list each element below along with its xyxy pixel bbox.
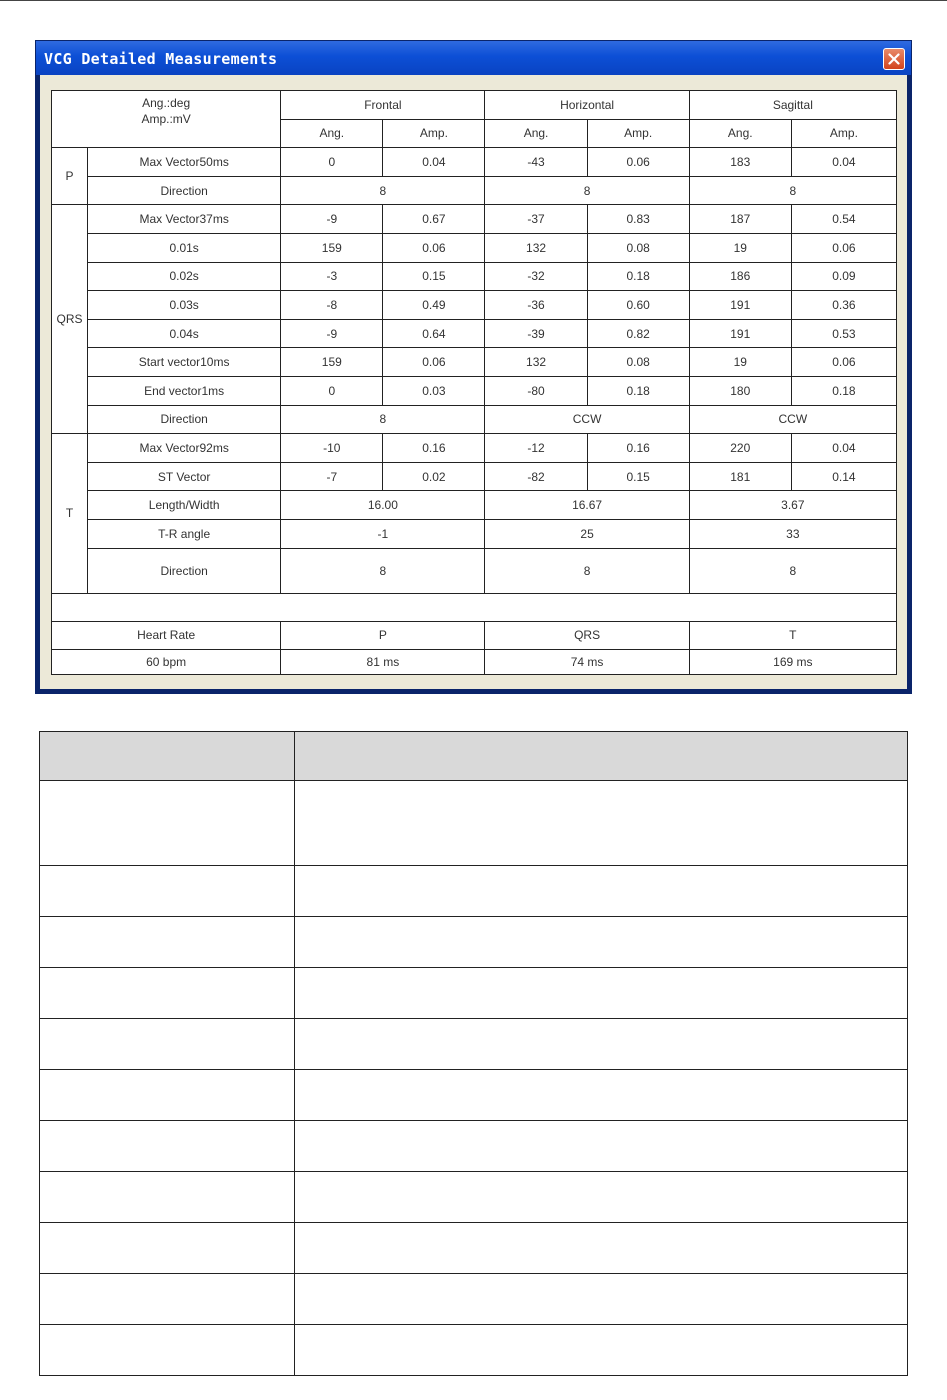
value-cell: 0.15 — [587, 462, 689, 491]
table-row — [52, 434, 897, 463]
close-icon — [888, 53, 900, 65]
table-row — [52, 348, 897, 377]
value-cell: 8 — [485, 548, 689, 593]
table-row — [52, 176, 897, 205]
empty-cell — [40, 968, 295, 1019]
value-cell: 3.67 — [689, 491, 896, 520]
value-cell: 220 — [689, 434, 791, 463]
value-cell: 33 — [689, 519, 896, 548]
value-cell: 0.54 — [791, 205, 896, 234]
window-client-area — [40, 75, 907, 689]
value-cell: -7 — [281, 462, 383, 491]
value-cell: 0.06 — [587, 148, 689, 177]
table-row — [52, 405, 897, 434]
value-cell: 16.00 — [281, 491, 485, 520]
row-label: Start vector10ms — [88, 348, 281, 377]
blank-table-row — [40, 1325, 908, 1376]
empty-cell — [40, 1070, 295, 1121]
value-cell: 180 — [689, 376, 791, 405]
blank-table-header — [40, 732, 908, 781]
blank-table-row — [40, 866, 908, 917]
blank-table-row — [40, 1070, 908, 1121]
value-cell: 8 — [485, 176, 689, 205]
value-cell: -82 — [485, 462, 587, 491]
empty-cell — [295, 1172, 908, 1223]
value-cell: 0.14 — [791, 462, 896, 491]
empty-cell — [295, 1070, 908, 1121]
value-cell: 186 — [689, 262, 791, 291]
summary-header: T — [689, 621, 896, 650]
empty-cell — [295, 1274, 908, 1325]
header-row-planes — [52, 91, 897, 120]
row-label: 0.03s — [88, 291, 281, 320]
row-label: Direction — [88, 176, 281, 205]
value-cell: 8 — [281, 548, 485, 593]
vcg-window — [35, 40, 912, 694]
value-cell: -39 — [485, 319, 587, 348]
row-label: 0.04s — [88, 319, 281, 348]
value-cell: 187 — [689, 205, 791, 234]
empty-cell — [295, 1121, 908, 1172]
value-cell: 0.08 — [587, 348, 689, 377]
value-cell: 16.67 — [485, 491, 689, 520]
units-amp: Amp.:mV — [141, 112, 191, 126]
summary-header: QRS — [485, 621, 689, 650]
value-cell: 0.06 — [791, 233, 896, 262]
value-cell: 0.06 — [791, 348, 896, 377]
blank-table-row — [40, 1019, 908, 1070]
empty-cell — [40, 1121, 295, 1172]
summary-value-row — [52, 650, 897, 675]
group-label-qrs: QRS — [52, 205, 88, 434]
value-cell: -32 — [485, 262, 587, 291]
value-cell: -1 — [281, 519, 485, 548]
value-cell: -3 — [281, 262, 383, 291]
value-cell: 181 — [689, 462, 791, 491]
group-label-p: P — [52, 148, 88, 205]
value-cell: 191 — [689, 319, 791, 348]
plane-frontal: Frontal — [281, 91, 485, 120]
summary-header: P — [281, 621, 485, 650]
value-cell: -12 — [485, 434, 587, 463]
empty-cell — [295, 917, 908, 968]
row-label: 0.01s — [88, 233, 281, 262]
spacer-row — [52, 593, 897, 621]
group-label-t: T — [52, 434, 88, 593]
subcol-amp: Amp. — [587, 119, 689, 148]
empty-cell — [40, 781, 295, 866]
table-row — [52, 148, 897, 177]
value-cell: 0 — [281, 376, 383, 405]
value-cell: 8 — [281, 405, 485, 434]
value-cell: -37 — [485, 205, 587, 234]
empty-cell — [40, 917, 295, 968]
row-label: Direction — [88, 405, 281, 434]
row-label: 0.02s — [88, 262, 281, 291]
subcol-ang: Ang. — [485, 119, 587, 148]
empty-cell — [295, 1223, 908, 1274]
table-row — [52, 491, 897, 520]
value-cell: 0.15 — [383, 262, 485, 291]
value-cell: 8 — [281, 176, 485, 205]
empty-cell — [40, 1325, 295, 1376]
blank-table — [39, 731, 908, 1376]
empty-cell — [295, 781, 908, 866]
subcol-amp: Amp. — [791, 119, 896, 148]
row-label: End vector1ms — [88, 376, 281, 405]
empty-cell — [295, 1019, 908, 1070]
row-label: Length/Width — [88, 491, 281, 520]
summary-header: Heart Rate — [52, 621, 281, 650]
value-cell: 0.18 — [587, 376, 689, 405]
empty-cell — [40, 1172, 295, 1223]
value-cell: 0.18 — [791, 376, 896, 405]
value-cell: 0 — [281, 148, 383, 177]
row-label: ST Vector — [88, 462, 281, 491]
value-cell: 0.53 — [791, 319, 896, 348]
table-row — [52, 205, 897, 234]
blank-table-row — [40, 917, 908, 968]
row-label: Max Vector37ms — [88, 205, 281, 234]
value-cell: 8 — [689, 548, 896, 593]
empty-cell — [40, 866, 295, 917]
subcol-ang: Ang. — [281, 119, 383, 148]
empty-cell — [295, 866, 908, 917]
title-bar[interactable] — [36, 41, 911, 75]
value-cell: -80 — [485, 376, 587, 405]
value-cell: 0.04 — [791, 148, 896, 177]
value-cell: 0.49 — [383, 291, 485, 320]
summary-value: 74 ms — [485, 650, 689, 675]
value-cell: 0.60 — [587, 291, 689, 320]
value-cell: 25 — [485, 519, 689, 548]
row-label: T-R angle — [88, 519, 281, 548]
value-cell: -36 — [485, 291, 587, 320]
value-cell: 0.06 — [383, 233, 485, 262]
value-cell: -8 — [281, 291, 383, 320]
table-row — [52, 462, 897, 491]
table-row — [52, 548, 897, 593]
blank-table-row — [40, 1172, 908, 1223]
units-cell — [52, 91, 281, 148]
value-cell: 0.08 — [587, 233, 689, 262]
empty-cell — [295, 1325, 908, 1376]
header-cell — [295, 732, 908, 781]
value-cell: 0.18 — [587, 262, 689, 291]
row-label: Direction — [88, 548, 281, 593]
value-cell: 183 — [689, 148, 791, 177]
value-cell: -9 — [281, 319, 383, 348]
plane-horizontal: Horizontal — [485, 91, 689, 120]
value-cell: 0.02 — [383, 462, 485, 491]
empty-cell — [40, 1019, 295, 1070]
empty-cell — [40, 1274, 295, 1325]
value-cell: 0.64 — [383, 319, 485, 348]
value-cell: 0.09 — [791, 262, 896, 291]
summary-value: 81 ms — [281, 650, 485, 675]
value-cell: -9 — [281, 205, 383, 234]
row-label: Max Vector92ms — [88, 434, 281, 463]
table-row — [52, 291, 897, 320]
close-button[interactable] — [883, 48, 905, 70]
value-cell: 0.67 — [383, 205, 485, 234]
value-cell: 8 — [689, 176, 896, 205]
value-cell: CCW — [485, 405, 689, 434]
plane-sagittal: Sagittal — [689, 91, 896, 120]
measurements-table — [51, 90, 897, 675]
value-cell: 191 — [689, 291, 791, 320]
blank-table-row — [40, 1223, 908, 1274]
subcol-amp: Amp. — [383, 119, 485, 148]
value-cell: 19 — [689, 233, 791, 262]
blank-table-row — [40, 1274, 908, 1325]
value-cell: 0.82 — [587, 319, 689, 348]
summary-value: 60 bpm — [52, 650, 281, 675]
value-cell: 19 — [689, 348, 791, 377]
blank-table-row — [40, 1121, 908, 1172]
spacer-cell — [52, 593, 897, 621]
summary-header-row — [52, 621, 897, 650]
value-cell: 0.04 — [791, 434, 896, 463]
table-row — [52, 233, 897, 262]
value-cell: 0.16 — [587, 434, 689, 463]
value-cell: 0.36 — [791, 291, 896, 320]
blank-table-row — [40, 781, 908, 866]
page-top-rule — [0, 0, 947, 1]
value-cell: 0.04 — [383, 148, 485, 177]
table-row — [52, 376, 897, 405]
table-row — [52, 262, 897, 291]
table-row — [52, 319, 897, 348]
value-cell: 132 — [485, 348, 587, 377]
units-ang: Ang.:deg — [142, 96, 191, 110]
empty-cell — [40, 1223, 295, 1274]
value-cell: -43 — [485, 148, 587, 177]
value-cell: 0.03 — [383, 376, 485, 405]
value-cell: 0.16 — [383, 434, 485, 463]
empty-cell — [295, 968, 908, 1019]
table-row — [52, 519, 897, 548]
header-cell — [40, 732, 295, 781]
value-cell: 0.83 — [587, 205, 689, 234]
value-cell: -10 — [281, 434, 383, 463]
blank-table-row — [40, 968, 908, 1019]
value-cell: 159 — [281, 233, 383, 262]
value-cell: 159 — [281, 348, 383, 377]
value-cell: 132 — [485, 233, 587, 262]
row-label: Max Vector50ms — [88, 148, 281, 177]
value-cell: CCW — [689, 405, 896, 434]
value-cell: 0.06 — [383, 348, 485, 377]
window-title: VCG Detailed Measurements — [44, 50, 278, 68]
subcol-ang: Ang. — [689, 119, 791, 148]
summary-value: 169 ms — [689, 650, 896, 675]
